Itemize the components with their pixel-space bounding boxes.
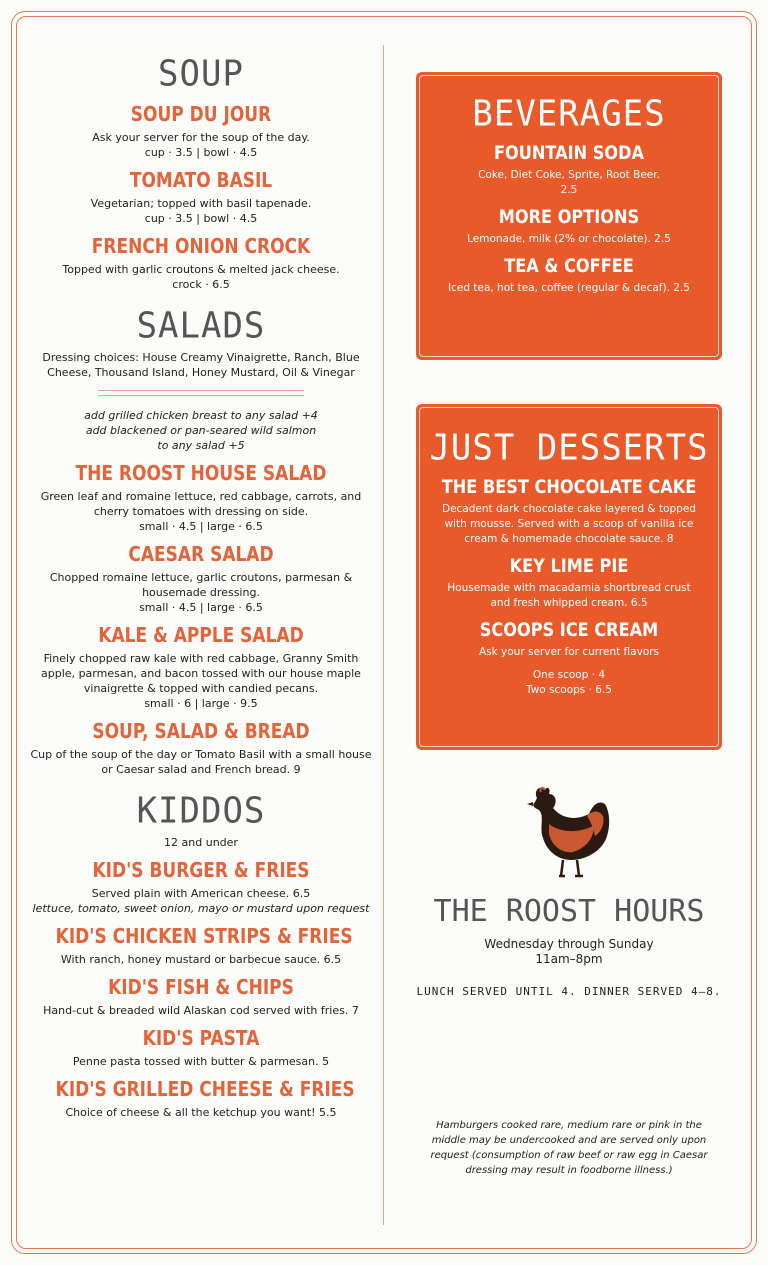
desserts-heading: JUST DESSERTS <box>429 427 709 469</box>
item-name: KEY LIME PIE <box>509 555 629 577</box>
desserts-box <box>416 404 722 750</box>
item-name: KID'S GRILLED CHEESE & FRIES <box>55 1077 355 1101</box>
soup-heading: SOUP <box>158 53 244 95</box>
item-name: THE ROOST HOUSE SALAD <box>75 461 327 485</box>
item-price: cup · 3.5 | bowl · 4.5 <box>144 146 258 159</box>
menu-item <box>30 623 372 711</box>
menu-item <box>30 924 372 967</box>
item-desc: Iced tea, hot tea, coffee (regular & decaf). 2.5 <box>448 282 690 294</box>
item-price: small · 4.5 | large · 6.5 <box>139 601 263 614</box>
item-desc: Cup of the soup of the day or Tomato Basil with a small house or Caesar salad and French bread. 9 <box>30 748 372 776</box>
item-name: KID'S PASTA <box>142 1026 260 1050</box>
item-name: KALE & APPLE SALAD <box>98 623 304 647</box>
item-desc: Choice of cheese & all the ketchup you want! 5.5 <box>65 1106 337 1119</box>
menu-item <box>30 1026 372 1069</box>
item-desc: Coke, Diet Coke, Sprite, Root Beer. 2.5 <box>478 169 660 196</box>
item-desc: Vegetarian; topped with basil tapenade. <box>90 197 312 210</box>
salad-addon: add grilled chicken breast to any salad +4 <box>84 409 318 422</box>
item-name: SOUP DU JOUR <box>130 102 272 126</box>
beverages-box <box>416 72 722 360</box>
hours-days: Wednesday through Sunday <box>484 937 654 951</box>
salad-addon: to any salad +5 <box>157 439 245 452</box>
menu-item <box>30 234 372 292</box>
item-desc: With ranch, honey mustard or barbecue sauce. 6.5 <box>60 953 342 966</box>
menu-item <box>30 102 372 160</box>
item-name: KID'S CHICKEN STRIPS & FRIES <box>55 924 353 948</box>
item-desc: Chopped romaine lettuce, garlic croutons, parmesan & housemade dressing. <box>49 571 353 599</box>
menu-item <box>30 975 372 1018</box>
hours-heading: THE ROOST HOURS <box>433 894 705 929</box>
menu-item <box>30 461 372 534</box>
item-desc: Ask your server for the soup of the day. <box>92 131 310 144</box>
item-desc: Lemonade, milk (2% or chocolate). 2.5 <box>467 233 671 245</box>
item-name: MORE OPTIONS <box>498 206 640 228</box>
item-name: SCOOPS ICE CREAM <box>479 619 659 641</box>
item-name: TOMATO BASIL <box>129 168 273 192</box>
kiddos-subtitle: 12 and under <box>164 836 238 849</box>
item-desc: Ask your server for current flavors <box>478 646 660 658</box>
menu-item <box>30 1077 372 1120</box>
scoop-price: One scoop · 4 <box>532 669 606 681</box>
item-price: crock · 6.5 <box>172 278 230 291</box>
item-desc: Hand-cut & breaded wild Alaskan cod served with fries. 7 <box>43 1004 359 1017</box>
service-hours: LUNCH SERVED UNTIL 4. DINNER SERVED 4–8. <box>416 985 722 998</box>
item-desc: Decadent dark chocolate cake layered & topped with mousse. Served with a scoop of vanilla ice cream & homemade chocolate sauce. 8 <box>442 503 696 545</box>
item-desc: Topped with garlic croutons & melted jack cheese. <box>62 263 340 276</box>
salads-heading: SALADS <box>136 305 266 347</box>
menu-item <box>30 542 372 615</box>
food-disclaimer: Hamburgers cooked rare, medium rare or pink in the middle may be undercooked and are served only upon request (consumption of raw beef or raw egg in Caesar dressing may result in foodborne illness.) <box>430 1120 708 1176</box>
rooster-icon <box>523 780 615 880</box>
item-price: small · 6 | large · 9.5 <box>144 697 258 710</box>
item-name: KID'S FISH & CHIPS <box>108 975 294 999</box>
dressing-choices: Dressing choices: House Creamy Vinaigrette, Ranch, Blue Cheese, Thousand Island, Honey Mustard, Oil & Vinegar <box>42 351 360 379</box>
item-price: small · 4.5 | large · 6.5 <box>139 520 263 533</box>
item-name: KID'S BURGER & FRIES <box>92 858 310 882</box>
menu-item <box>30 719 372 777</box>
hours-time: 11am–8pm <box>535 952 603 966</box>
item-name: CAESAR SALAD <box>128 542 274 566</box>
beverages-heading: BEVERAGES <box>472 93 666 135</box>
item-price: cup · 3.5 | bowl · 4.5 <box>144 212 258 225</box>
item-desc: Finely chopped raw kale with red cabbage, Granny Smith apple, parmesan, and bacon tossed with our house maple vinaigrette & topped with candied pecans. <box>41 652 361 695</box>
section-rule <box>98 390 304 396</box>
item-desc: Penne pasta tossed with butter & parmesan. 5 <box>72 1055 330 1068</box>
item-name: FOUNTAIN SODA <box>493 142 645 164</box>
item-note: lettuce, tomato, sweet onion, mayo or mustard upon request <box>32 902 370 915</box>
item-name: TEA & COFFEE <box>504 255 634 277</box>
item-name: FRENCH ONION CROCK <box>91 234 311 258</box>
scoop-price: Two scoops · 6.5 <box>526 684 612 696</box>
menu-item <box>30 168 372 226</box>
left-column <box>30 46 372 1120</box>
item-desc: Served plain with American cheese. 6.5 <box>91 887 311 900</box>
item-name: SOUP, SALAD & BREAD <box>92 719 310 743</box>
item-desc: Housemade with macadamia shortbread crust and fresh whipped cream. 6.5 <box>447 582 691 609</box>
item-name: THE BEST CHOCOLATE CAKE <box>441 476 697 498</box>
menu-item <box>30 858 372 916</box>
salad-addon: add blackened or pan-seared wild salmon <box>85 424 317 437</box>
item-desc: Green leaf and romaine lettuce, red cabbage, carrots, and cherry tomatoes with dressing on side. <box>40 490 362 518</box>
right-column <box>398 50 740 1178</box>
column-divider <box>383 45 384 1225</box>
kiddos-heading: KIDDOS <box>136 790 266 832</box>
